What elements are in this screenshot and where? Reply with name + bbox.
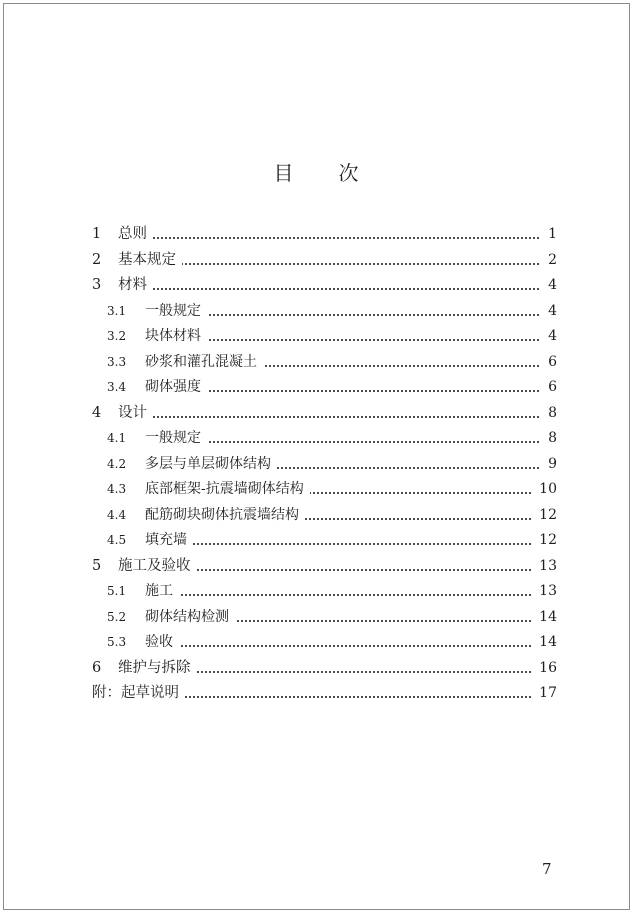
toc-entry-page: 6 — [542, 351, 557, 373]
toc-leader-dots — [150, 441, 539, 443]
toc-entry-label: 一般规定 — [145, 300, 207, 322]
toc-leader-dots — [124, 416, 539, 418]
toc-entry[interactable] — [4, 376, 629, 398]
toc-entry-number: 3.4 — [107, 380, 127, 394]
document-page — [3, 3, 630, 910]
toc-leader-dots — [150, 314, 539, 316]
toc-entry-page: 13 — [533, 580, 557, 602]
toc-entry-label: 一般规定 — [145, 427, 207, 449]
toc-entry-page: 16 — [533, 657, 557, 679]
toc-entry-number: 5.2 — [107, 609, 127, 624]
toc-entry-number: 2 — [92, 251, 102, 268]
toc-entry[interactable] — [4, 529, 629, 551]
toc-leader-dots — [150, 645, 539, 647]
toc-entry[interactable] — [4, 402, 629, 424]
toc-entry-label: 底部框架-抗震墙砌体结构 — [145, 478, 310, 500]
toc-leader-dots — [150, 390, 539, 392]
toc-entry-label: 多层与单层砌体结构 — [145, 453, 277, 475]
table-of-contents — [4, 4, 629, 909]
toc-entry-number: 3.2 — [107, 329, 127, 343]
toc-entry[interactable] — [4, 300, 629, 322]
toc-entry-label: 砌体结构检测 — [145, 606, 235, 628]
toc-entry[interactable] — [4, 580, 629, 602]
toc-entry-page: 4 — [542, 274, 557, 296]
toc-entry-number: 4.2 — [107, 456, 127, 471]
toc-entry-number: 5.3 — [107, 635, 127, 649]
toc-entry-label: 设计 — [118, 402, 153, 424]
toc-entry-label: 施工 — [145, 580, 179, 602]
toc-entry-page: 4 — [542, 325, 557, 347]
toc-entry-number: 5.1 — [107, 584, 127, 598]
toc-entry-label: 维护与拆除 — [118, 657, 197, 679]
toc-entry-number: 4.3 — [107, 482, 127, 496]
toc-entry-page: 2 — [542, 249, 557, 271]
toc-entry-page: 12 — [533, 504, 557, 526]
toc-entry[interactable] — [4, 223, 629, 245]
toc-entry-label: 材料 — [118, 274, 153, 296]
toc-entry-number: 4 — [92, 404, 102, 421]
toc-title-char-2: 次 — [338, 161, 360, 185]
toc-entry-number: 4.4 — [107, 507, 127, 522]
toc-entry-page: 14 — [533, 631, 557, 653]
toc-entry-page: 13 — [533, 555, 557, 577]
toc-entry[interactable] — [4, 682, 629, 704]
toc-entry-label: 施工及验收 — [118, 555, 197, 577]
toc-entry-label: 配筋砌块砌体抗震墙结构 — [145, 504, 305, 526]
toc-entry[interactable] — [4, 325, 629, 347]
toc-entry-number: 5 — [92, 557, 102, 574]
toc-entry[interactable] — [4, 427, 629, 449]
toc-entry-page: 8 — [542, 402, 557, 424]
toc-entry-number: 3.1 — [107, 303, 127, 318]
toc-entry-label: 砌体强度 — [145, 376, 207, 398]
toc-entry[interactable] — [4, 478, 629, 500]
toc-entry-number: 4.1 — [107, 431, 127, 445]
toc-entry[interactable] — [4, 249, 629, 271]
toc-entry-page: 8 — [542, 427, 557, 449]
toc-leader-dots — [124, 288, 539, 290]
toc-entry-number: 6 — [92, 659, 102, 676]
toc-entry-page: 12 — [533, 529, 557, 551]
toc-leader-dots — [150, 594, 539, 596]
toc-entry[interactable] — [4, 657, 629, 679]
toc-leader-dots — [150, 339, 539, 341]
toc-title-char-1: 目 — [273, 161, 295, 185]
toc-entry-page: 10 — [533, 478, 557, 500]
toc-entry-label: 块体材料 — [145, 325, 207, 347]
toc-entry[interactable] — [4, 351, 629, 373]
toc-entry-number: 3 — [92, 277, 102, 293]
toc-entry-number: 1 — [92, 226, 102, 242]
toc-entry[interactable] — [4, 555, 629, 577]
toc-entry-page: 14 — [533, 606, 557, 628]
toc-entry-label: 总则 — [118, 223, 153, 245]
toc-entry-label: 基本规定 — [118, 249, 182, 271]
toc-leader-dots — [124, 263, 539, 265]
toc-entry-page: 4 — [542, 300, 557, 322]
toc-entry-number: 4.5 — [107, 533, 127, 547]
toc-entry-label: 验收 — [145, 631, 179, 653]
toc-entry[interactable] — [4, 453, 629, 475]
toc-entry-page: 9 — [542, 453, 557, 475]
toc-entry-number: 3.3 — [107, 354, 127, 369]
toc-entry[interactable] — [4, 631, 629, 653]
toc-entry-label: 填充墙 — [145, 529, 193, 551]
toc-entry-label: 砂浆和灌孔混凝土 — [145, 351, 263, 373]
toc-entry-label: 附：起草说明 — [92, 682, 185, 704]
toc-entry[interactable] — [4, 606, 629, 628]
toc-entry-page: 17 — [533, 682, 557, 704]
page-number: 7 — [542, 860, 552, 878]
toc-entry-page: 6 — [542, 376, 557, 398]
toc-entry-page: 1 — [542, 223, 557, 245]
toc-leader-dots — [124, 237, 539, 239]
toc-entry[interactable] — [4, 504, 629, 526]
toc-leader-dots — [150, 543, 539, 545]
toc-entry[interactable] — [4, 274, 629, 296]
